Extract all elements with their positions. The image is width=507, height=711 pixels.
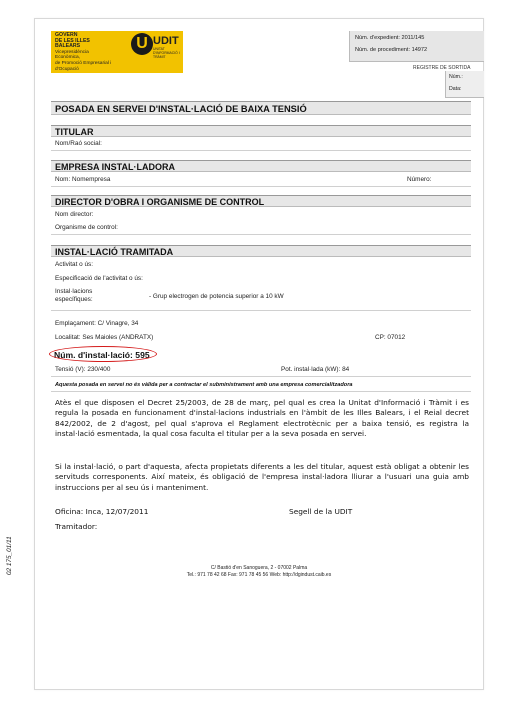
- empresa-numero-label: Número:: [407, 176, 432, 183]
- divider: [51, 186, 471, 187]
- udit-logo-icon: U: [131, 33, 153, 55]
- especificacio-label: Especificació de l'activitat o ús:: [55, 275, 143, 282]
- installacions-value: - Grup electrogen de potencia superior a 10 kW: [149, 293, 284, 300]
- form-code: 02 175_01/11: [6, 536, 13, 575]
- udit-logo-subtitle: UNITAT D'INFORMACIÓ I TRÀMIT: [153, 47, 180, 59]
- document-title: POSADA EN SERVEI D'INSTAL·LACIÓ DE BAIXA TENSIÓ: [51, 101, 471, 115]
- titular-heading: TITULAR: [51, 125, 471, 137]
- registre-label: REGISTRE DE SORTIDA: [413, 65, 471, 71]
- oficina-data: Oficina: Inca, 12/07/2011: [55, 507, 149, 516]
- titular-nom-label: Nom/Raó social:: [55, 140, 102, 147]
- footer-address: C/ Bastió d'en Sanoguera, 2 - 07002 Palma Tel.: 971 78 42 68 Fax: 971 78 45 56 Web: http://dgindust.caib.es: [186, 565, 332, 578]
- potencia-installada: Pot. instal·lada (kW): 84: [281, 366, 350, 373]
- director-heading: DIRECTOR D'OBRA I ORGANISME DE CONTROL: [51, 195, 471, 207]
- highlight-oval: [49, 346, 157, 362]
- paragraph-servituds: Si la instal·lació, o part d'aquesta, afecta propietats diferents a les del titular, aquest està obligat a obtenir les servituds corresponents. Així mateix, és obligació de l'empresa instal·ladora lliurar a l'usuari una guia amb instruccions per al seu ús i manteniment.: [55, 462, 469, 492]
- avis-contractacio: Aquesta posada en servei no és vàlida per a contractar el subministrament amb una empresa comercialitzadora: [55, 382, 353, 388]
- govern-logo-text: GOVERN DE LES ILLES BALEARS Vicepresidència Econòmica, de Promoció Empresarial i d'Ocupació: [55, 32, 112, 72]
- localitat: Localitat: Ses Maioles (ANDRATX): [55, 334, 154, 341]
- installacio-heading: INSTAL·LACIÓ TRAMITADA: [51, 245, 471, 257]
- tramitador-label: Tramitador:: [55, 522, 98, 531]
- registre-num-label: Núm.:: [449, 74, 463, 80]
- expedient-number: Núm. d'expedient: 2011/145: [355, 35, 425, 41]
- divider: [51, 150, 471, 151]
- installacions-label: Instal·lacions específiques:: [55, 288, 93, 303]
- empresa-nom: Nom: Nomempresa: [55, 176, 111, 183]
- num-installacio: Núm. d'instal·lació: 595: [54, 350, 150, 360]
- director-nom-label: Nom director:: [55, 211, 94, 218]
- divider: [51, 234, 471, 235]
- empresa-heading: EMPRESA INSTAL·LADORA: [51, 160, 471, 172]
- activitat-label: Activitat o ús:: [55, 261, 94, 268]
- udit-logo-text: UDIT: [153, 35, 179, 47]
- divider: [51, 310, 471, 311]
- document-page: [34, 18, 484, 690]
- emplacament: Emplaçament: C/ Vinagre, 34: [55, 320, 139, 327]
- tensio: Tensió (V): 230/400: [55, 366, 111, 373]
- codi-postal: CP: 07012: [375, 334, 406, 341]
- segell-udit: Segell de la UDIT: [289, 507, 353, 516]
- divider: [51, 376, 471, 377]
- organisme-control-label: Organisme de control:: [55, 224, 118, 231]
- registre-data-label: Data:: [449, 86, 462, 92]
- procediment-number: Núm. de procediment: 14972: [355, 47, 428, 53]
- paragraph-legal: Atès el que disposen el Decret 25/2003, de 28 de març, pel qual es crea la Unitat d'Informació i Tràmit i es regula la posada en funcionament d'instal·lacions industrials en l'àmbit de les Illes Balears, i el Reial decret 842/2002, de 2 d'agost, pel qual s'aprova el Reglament electrotècnic per a baixa tensió, es registra la instal·lació esmentada, la qual cosa faculta el titular per a la seva posada en servei.: [55, 398, 469, 438]
- divider: [51, 391, 471, 392]
